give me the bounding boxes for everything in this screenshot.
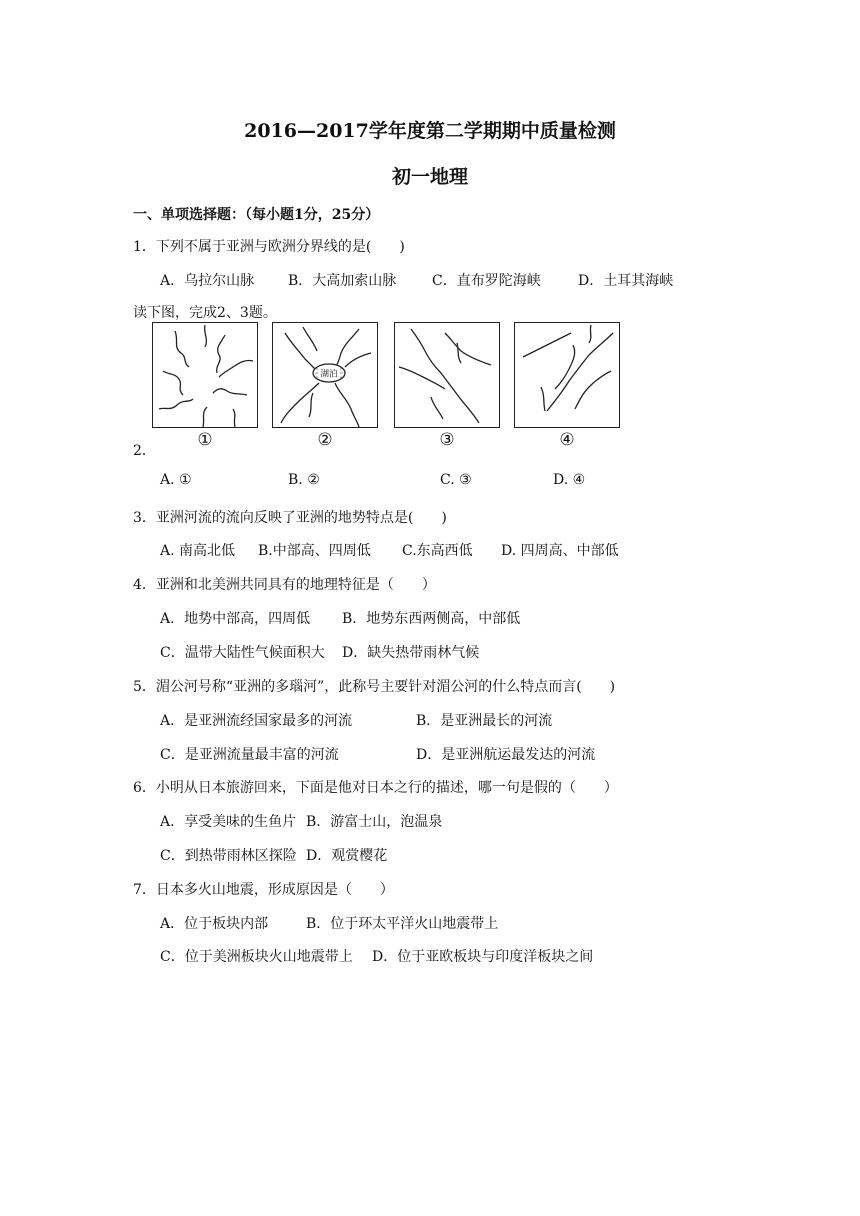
question-3: 3．亚洲河流的流向反映了亚洲的地势特点是( ) — [133, 510, 447, 526]
q6-option-a: A．享受美味的生鱼片 — [160, 814, 297, 830]
q2-option-a: A. ① — [160, 472, 192, 488]
page-subtitle: 初一地理 — [391, 166, 468, 188]
q4-option-c: C．温带大陆性气候面积大 — [160, 645, 325, 661]
q2-option-d: D. ④ — [553, 472, 586, 488]
figure-label-3: ③ — [439, 430, 455, 450]
q1-option-a: A．乌拉尔山脉 — [160, 273, 255, 289]
figure-label-1: ① — [197, 430, 213, 450]
figure-label-4: ④ — [559, 430, 575, 450]
q5-option-a: A．是亚洲流经国家最多的河流 — [160, 713, 353, 729]
q1-option-b: B．大高加索山脉 — [288, 273, 397, 289]
q5-option-b: B．是亚洲最长的河流 — [416, 713, 553, 729]
q4-option-b: B．地势东西两侧高，中部低 — [342, 611, 521, 627]
q5-option-c: C．是亚洲流量最丰富的河流 — [160, 747, 339, 763]
q2-option-b: B. ② — [288, 472, 320, 488]
page-title: 2016—2017学年度第二学期期中质量检测 — [244, 120, 616, 142]
river-map-4 — [514, 322, 620, 428]
q7-option-a: A．位于板块内部 — [160, 916, 269, 932]
river-map-1 — [152, 322, 258, 428]
question-5: 5．湄公河号称“亚洲的多瑙河”，此称号主要针对湄公河的什么特点而言( ) — [133, 679, 616, 695]
section-heading: 一、单项选择题：（每小题1分，25分） — [133, 207, 380, 223]
question-6: 6．小明从日本旅游回来，下面是他对日本之行的描述，哪一句是假的（ ） — [133, 780, 618, 796]
river-map-2 — [272, 322, 378, 428]
q3-option-c: C.东高西低 — [402, 543, 473, 559]
question-1: 1．下列不属于亚洲与欧洲分界线的是( ) — [133, 239, 405, 255]
q4-option-a: A．地势中部高，四周低 — [160, 611, 311, 627]
river-map-3 — [394, 322, 500, 428]
q4-option-d: D．缺失热带雨林气候 — [342, 645, 480, 661]
q3-option-d: D. 四周高、中部低 — [501, 543, 619, 559]
q2-option-c: C. ③ — [440, 472, 472, 488]
q3-option-a: A. 南高北低 — [160, 543, 236, 559]
q3-option-b: B.中部高、四周低 — [258, 543, 371, 559]
q7-option-b: B．位于环太平洋火山地震带上 — [306, 916, 499, 932]
figure-intro: 读下图，完成2、3题。 — [133, 305, 277, 321]
q6-option-c: C．到热带雨林区探险 — [160, 848, 297, 864]
q5-option-d: D．是亚洲航运最发达的河流 — [416, 747, 596, 763]
q6-option-d: D．观赏樱花 — [306, 848, 388, 864]
question-2: 2． — [133, 443, 156, 459]
q6-option-b: B．游富士山，泡温泉 — [306, 814, 443, 830]
lake-label: 湖泊 — [320, 369, 338, 380]
q1-option-c: C．直布罗陀海峡 — [432, 273, 541, 289]
q7-option-d: D．位于亚欧板块与印度洋板块之间 — [372, 949, 594, 965]
question-4: 4．亚洲和北美洲共同具有的地理特征是（ ） — [133, 577, 436, 593]
q7-option-c: C．位于美洲板块火山地震带上 — [160, 949, 353, 965]
question-7: 7．日本多火山地震，形成原因是（ ） — [133, 882, 394, 898]
q1-option-d: D．土耳其海峡 — [578, 273, 674, 289]
figure-label-2: ② — [317, 430, 333, 450]
